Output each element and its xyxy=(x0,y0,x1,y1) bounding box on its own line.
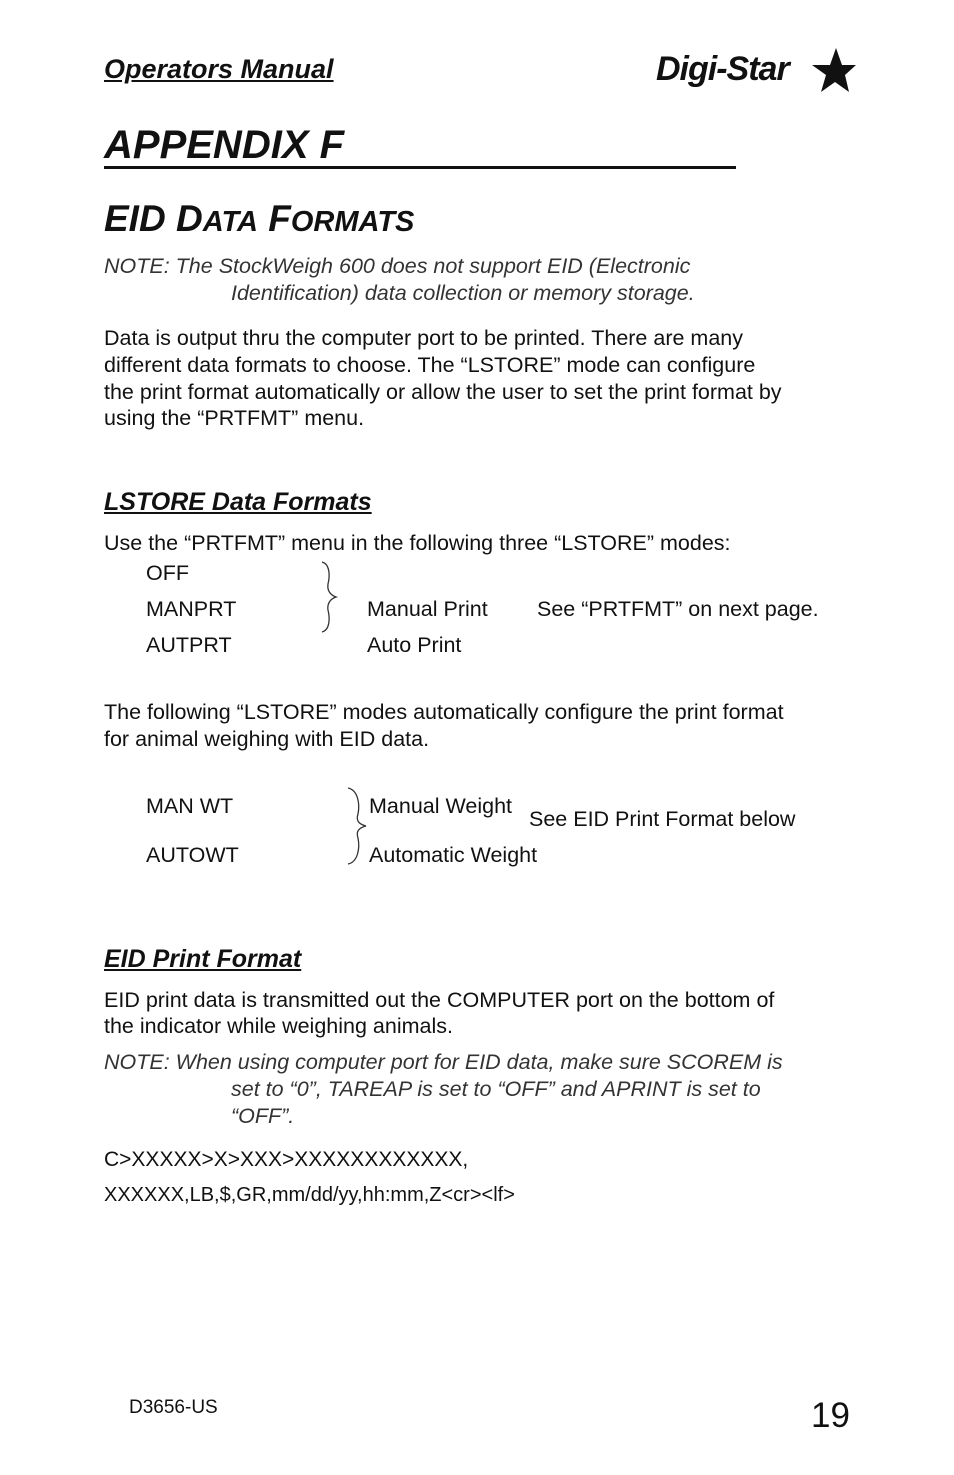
section-title-part: EID D xyxy=(104,198,203,239)
logo-text: Digi-Star xyxy=(656,50,789,88)
auto-config-line1: The following “LSTORE” modes automatically configure the print format xyxy=(104,700,784,724)
mode-autprt-desc: Auto Print xyxy=(367,633,462,657)
lstore-heading: LSTORE Data Formats xyxy=(104,488,372,516)
eid-note-line3: “OFF”. xyxy=(231,1104,295,1128)
mode-autowt: AUTOWT xyxy=(146,843,239,867)
mode-man-wt-desc: Manual Weight xyxy=(369,794,513,818)
mode-manprt-desc: Manual Print xyxy=(367,597,488,621)
mode-off: OFF xyxy=(146,561,189,585)
intro-line4: using the “PRTFMT” menu. xyxy=(104,406,365,430)
page-number: 19 xyxy=(811,1396,850,1435)
appendix-title-bar xyxy=(104,124,736,169)
brace-icon xyxy=(344,786,370,866)
section-title-smallcaps: ATA xyxy=(202,206,258,238)
brace-icon xyxy=(318,560,342,634)
eid-see-note: See EID Print Format below xyxy=(529,807,796,831)
section-title xyxy=(104,198,414,240)
note1-line2: Identification) data collection or memory storage. xyxy=(231,281,695,305)
intro-line3: the print format automatically or allow the user to set the print format by xyxy=(104,380,782,404)
eid-note-line1: NOTE: When using computer port for EID data, make sure SCOREM is xyxy=(104,1050,783,1074)
note1-line1: NOTE: The StockWeigh 600 does not support EID (Electronic xyxy=(104,254,691,278)
appendix-title: APPENDIX F xyxy=(104,123,345,167)
lstore-lead: Use the “PRTFMT” menu in the following three “LSTORE” modes: xyxy=(104,531,731,555)
eid-note-line2: set to “0”, TAREAP is set to “OFF” and APRINT is set to xyxy=(231,1077,761,1101)
digi-star-logo xyxy=(656,50,789,89)
intro-line2: different data formats to choose. The “LSTORE” mode can configure xyxy=(104,353,756,377)
eid-print-heading: EID Print Format xyxy=(104,945,302,973)
star-icon xyxy=(806,46,856,96)
section-title-smallcaps: ORMATS xyxy=(290,206,415,238)
mode-man-wt: MAN WT xyxy=(146,794,234,818)
format-line1: C>XXXXX>X>XXX>XXXXXXXXXXXX, xyxy=(104,1148,469,1171)
intro-line1: Data is output thru the computer port to be printed. There are many xyxy=(104,326,743,350)
prtfmt-see-note: See “PRTFMT” on next page. xyxy=(537,597,819,621)
manual-title: Operators Manual xyxy=(104,54,334,84)
mode-autowt-desc: Automatic Weight xyxy=(369,843,538,867)
eid-print-line2: the indicator while weighing animals. xyxy=(104,1014,453,1038)
auto-config-line2: for animal weighing with EID data. xyxy=(104,727,430,751)
doc-code: D3656-US xyxy=(129,1397,218,1418)
eid-print-line1: EID print data is transmitted out the COMPUTER port on the bottom of xyxy=(104,988,775,1012)
mode-autprt: AUTPRT xyxy=(146,633,232,657)
mode-manprt: MANPRT xyxy=(146,597,237,621)
format-line2: XXXXXX,LB,$,GR,mm/dd/yy,hh:mm,Z<cr><lf> xyxy=(104,1184,515,1206)
section-title-part: F xyxy=(257,198,291,239)
